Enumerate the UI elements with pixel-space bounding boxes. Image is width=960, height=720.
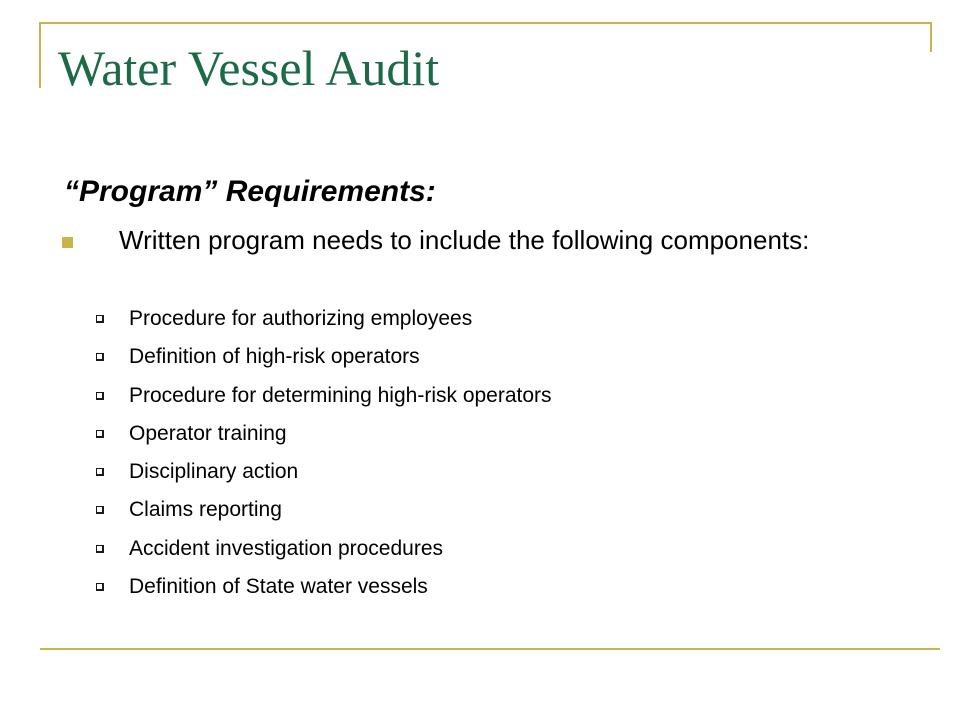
slide-title: Water Vessel Audit: [58, 40, 440, 96]
checkbox-bullet-icon: [96, 506, 104, 514]
bottom-rule-divider: [40, 648, 940, 650]
checkbox-bullet-icon: [96, 545, 104, 553]
checkbox-bullet-icon: [96, 583, 104, 591]
checkbox-bullet-icon: [96, 430, 104, 438]
checkbox-bullet-icon: [96, 353, 104, 361]
list-item-label: Definition of State water vessels: [129, 575, 428, 599]
top-rule-divider: [40, 22, 932, 24]
list-item-label: Procedure for authorizing employees: [129, 307, 473, 330]
checkbox-bullet-icon: [96, 468, 104, 476]
right-rule-divider: [930, 22, 932, 52]
list-item-label: Accident investigation procedures: [129, 536, 444, 560]
program-requirements-heading: “Program” Requirements:: [64, 175, 436, 208]
main-bullet-item: [64, 222, 884, 259]
main-bullet-text: Written program needs to include the following components:: [119, 225, 810, 255]
checkbox-bullet-icon: [96, 315, 104, 323]
list-item-label: Procedure for determining high-risk operators: [129, 383, 552, 407]
list-item-label: Claims reporting: [129, 498, 282, 522]
list-item-label: Operator training: [129, 421, 287, 445]
checkbox-bullet-icon: [96, 392, 104, 400]
square-bullet-icon: [62, 237, 73, 248]
left-rule-divider: [39, 22, 41, 88]
list-item-label: Definition of high-risk operators: [129, 345, 420, 369]
list-item-label: Disciplinary action: [129, 460, 299, 484]
